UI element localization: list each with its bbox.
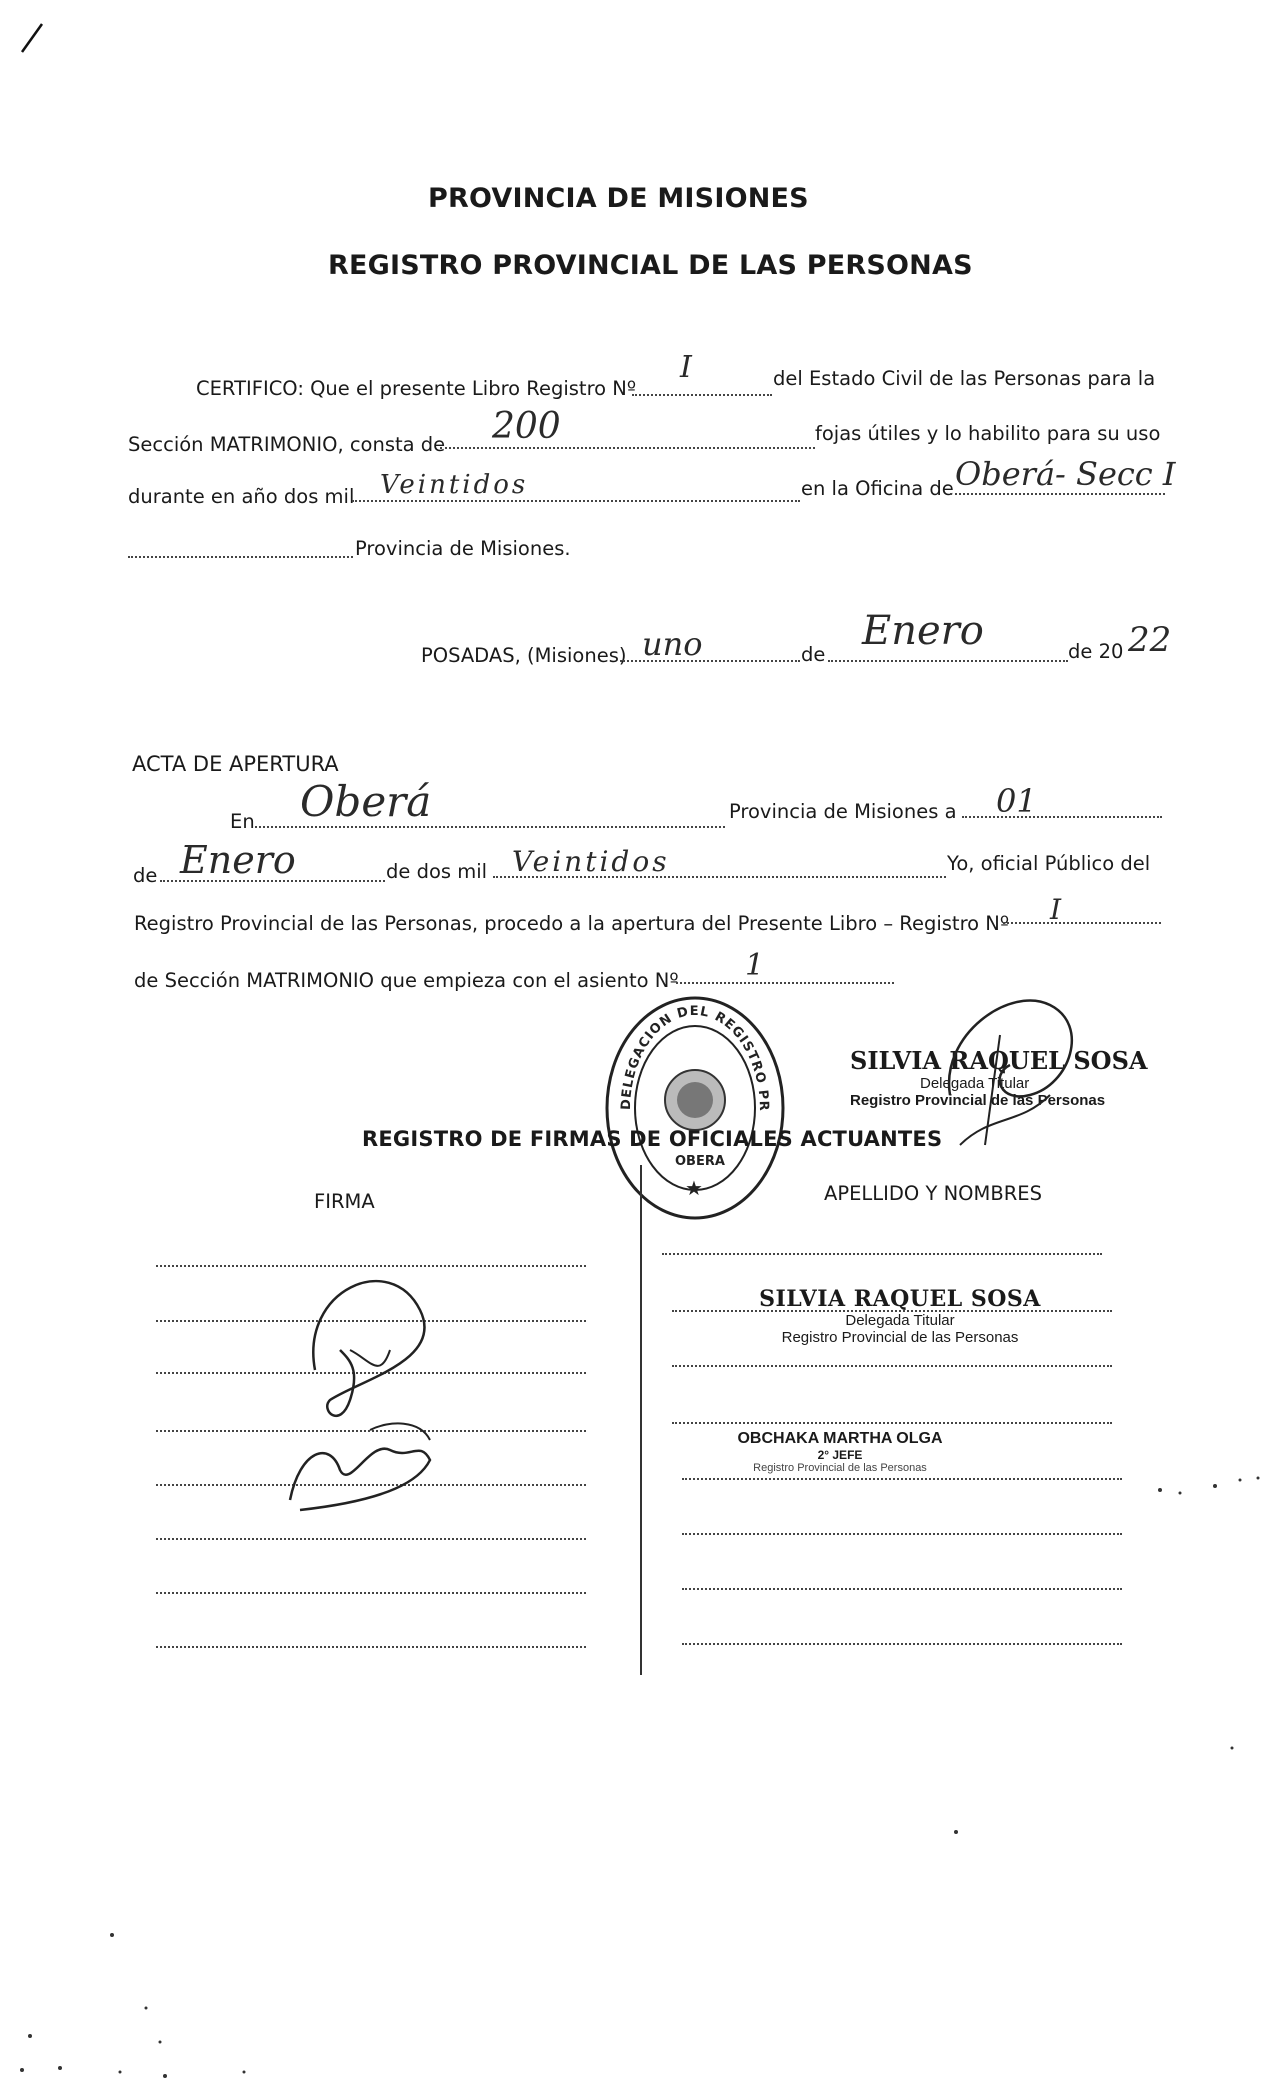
seal-bottom-text: OBERA (675, 1154, 725, 1169)
hw-day: uno (642, 625, 703, 663)
hw-month: Enero (862, 608, 984, 654)
cert-line1-b: del Estado Civil de las Personas para la (773, 367, 1156, 390)
acta-title: ACTA DE APERTURA (132, 752, 339, 776)
handwritten-signature (930, 975, 1100, 1155)
cert-line5-b: de (801, 643, 826, 666)
hw-acta-year: Veintidos (512, 845, 670, 878)
entry-role: 2° JEFE (817, 1448, 863, 1462)
official-seal (600, 990, 790, 1220)
stamp-role: Delegada Titular (920, 1075, 1030, 1092)
cert-line2-a: Sección MATRIMONIO, consta de (128, 433, 446, 456)
cert-line5-a: POSADAS, (Misiones) (421, 644, 627, 667)
cert-line3-a: durante en año dos mil (128, 485, 355, 508)
hw-asiento: 1 (745, 948, 765, 983)
entry-role: Delegada Titular (845, 1312, 955, 1329)
page-title: PROVINCIA DE MISIONES (428, 183, 809, 214)
cert-line3-b: en la Oficina de (801, 477, 954, 500)
hw-year: Veintidos (380, 470, 529, 500)
hw-acta-month: Enero (180, 838, 296, 882)
acta-line1-b: Provincia de Misiones a (729, 800, 957, 823)
cert-line4: Provincia de Misiones. (355, 537, 571, 560)
acta-line2-a: de (133, 864, 158, 887)
firmas-title: REGISTRO DE FIRMAS DE OFICIALES ACTUANTES (362, 1127, 943, 1151)
seal-ring-text: DELEGACION DEL REGISTRO PR (618, 1003, 772, 1112)
hw-acta-libro: I (1050, 893, 1062, 926)
hw-office: Oberá- Secc I (955, 455, 1176, 493)
cert-line2-b: fojas útiles y lo habilito para su uso (815, 422, 1161, 445)
acta-line3: Registro Provincial de las Personas, procedo a la apertura del Presente Libro – Registro Nº (134, 912, 1010, 935)
hw-libro-number: I (680, 350, 692, 385)
entry-org: Registro Provincial de las Personas (753, 1462, 927, 1474)
stamp-org: Registro Provincial de las Personas (850, 1092, 1106, 1109)
acta-line2-c: Yo, oficial Público del (947, 852, 1151, 875)
svg-text:★: ★ (685, 1176, 703, 1200)
acta-line4: de Sección MATRIMONIO que empieza con el asiento Nº (134, 969, 679, 992)
hw-fojas: 200 (492, 406, 561, 447)
firmas-col-left: FIRMA (314, 1190, 375, 1213)
scan-specks (0, 1450, 1272, 2094)
cert-line5-c: de 20 (1068, 640, 1124, 663)
firma-entry-1 (670, 1286, 1130, 1346)
acta-line1-a: En (230, 810, 255, 833)
pen-mark (18, 18, 48, 58)
hw-acta-day: 01 (996, 782, 1037, 820)
hw-year-short: 22 (1128, 620, 1172, 660)
stamp-name: SILVIA RAQUEL SOSA (850, 1046, 1148, 1075)
cert-line1-a: CERTIFICO: Que el presente Libro Registro Nº (196, 377, 637, 400)
hw-city: Oberá (300, 777, 432, 826)
firmas-col-right: APELLIDO Y NOMBRES (824, 1182, 1042, 1205)
entry-org: Registro Provincial de las Personas (781, 1329, 1019, 1346)
entry-name: OBCHAKA MARTHA OLGA (737, 1430, 943, 1447)
page-subtitle: REGISTRO PROVINCIAL DE LAS PERSONAS (328, 250, 973, 281)
entry-name: SILVIA RAQUEL SOSA (759, 1286, 1041, 1312)
acta-line2-b: de dos mil (386, 860, 488, 883)
